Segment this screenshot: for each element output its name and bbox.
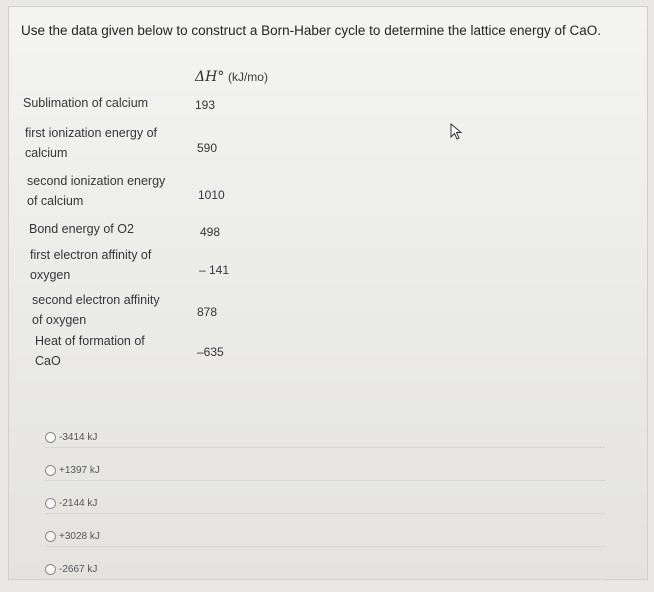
- answer-option-label: -2144 kJ: [59, 497, 98, 509]
- row-label-line: Bond energy of O2: [29, 222, 134, 236]
- radio-button[interactable]: [45, 432, 56, 443]
- row-label-line: Heat of formation of: [35, 334, 145, 348]
- row-label-line: first ionization energy of: [25, 126, 158, 140]
- radio-button[interactable]: [45, 564, 56, 575]
- row-label-line: Sublimation of calcium: [23, 96, 149, 110]
- row-value-second-electron-affinity: 878: [197, 305, 218, 319]
- row-label-first-electron-affinity: [30, 245, 151, 285]
- question-panel: [8, 6, 648, 580]
- row-label-line: oxygen: [30, 268, 71, 282]
- answer-option[interactable]: [45, 460, 605, 481]
- row-label-second-ionization: [27, 171, 165, 211]
- delta-h-symbol: ΔH°: [195, 69, 225, 85]
- row-label-second-electron-affinity: [32, 290, 160, 330]
- answer-option-label: -3414 kJ: [59, 431, 98, 443]
- unit-label: (kJ/mo): [227, 70, 268, 84]
- answer-option[interactable]: [45, 493, 605, 514]
- answer-option-label: +3028 kJ: [59, 530, 100, 542]
- answer-option-label: -2667 kJ: [59, 563, 98, 575]
- row-value-second-ionization: 1010: [198, 188, 225, 202]
- row-label-line: first electron affinity of: [30, 248, 152, 262]
- row-label-line: calcium: [25, 146, 68, 160]
- radio-button[interactable]: [45, 531, 56, 542]
- row-value-first-electron-affinity: – 141: [199, 263, 230, 277]
- question-text: Use the data given below to construct a Born-Haber cycle to determine the lattice energy of CaO.: [21, 23, 602, 38]
- row-label-line: of calcium: [27, 194, 84, 208]
- row-label-heat-of-formation: [35, 331, 145, 371]
- answer-option[interactable]: [45, 526, 605, 547]
- answer-options: [45, 427, 605, 592]
- row-value-first-ionization: 590: [197, 141, 218, 155]
- radio-button[interactable]: [45, 498, 56, 509]
- row-value-heat-of-formation: –635: [197, 345, 224, 359]
- answer-option-label: +1397 kJ: [59, 464, 100, 476]
- row-label-sublimation: [23, 93, 148, 113]
- table-header: [195, 69, 268, 85]
- row-label-line: second electron affinity: [32, 293, 160, 307]
- mouse-cursor-icon: [450, 123, 464, 141]
- answer-option[interactable]: [45, 559, 605, 580]
- row-label-line: of oxygen: [32, 313, 87, 327]
- radio-button[interactable]: [45, 465, 56, 476]
- row-label-bond-energy: [29, 219, 134, 239]
- answer-option[interactable]: [45, 427, 605, 448]
- row-label-line: second ionization energy: [27, 174, 166, 188]
- row-value-sublimation: 193: [195, 98, 216, 112]
- row-label-first-ionization: [25, 123, 157, 163]
- row-value-bond-energy: 498: [200, 225, 221, 239]
- row-label-line: CaO: [35, 354, 61, 368]
